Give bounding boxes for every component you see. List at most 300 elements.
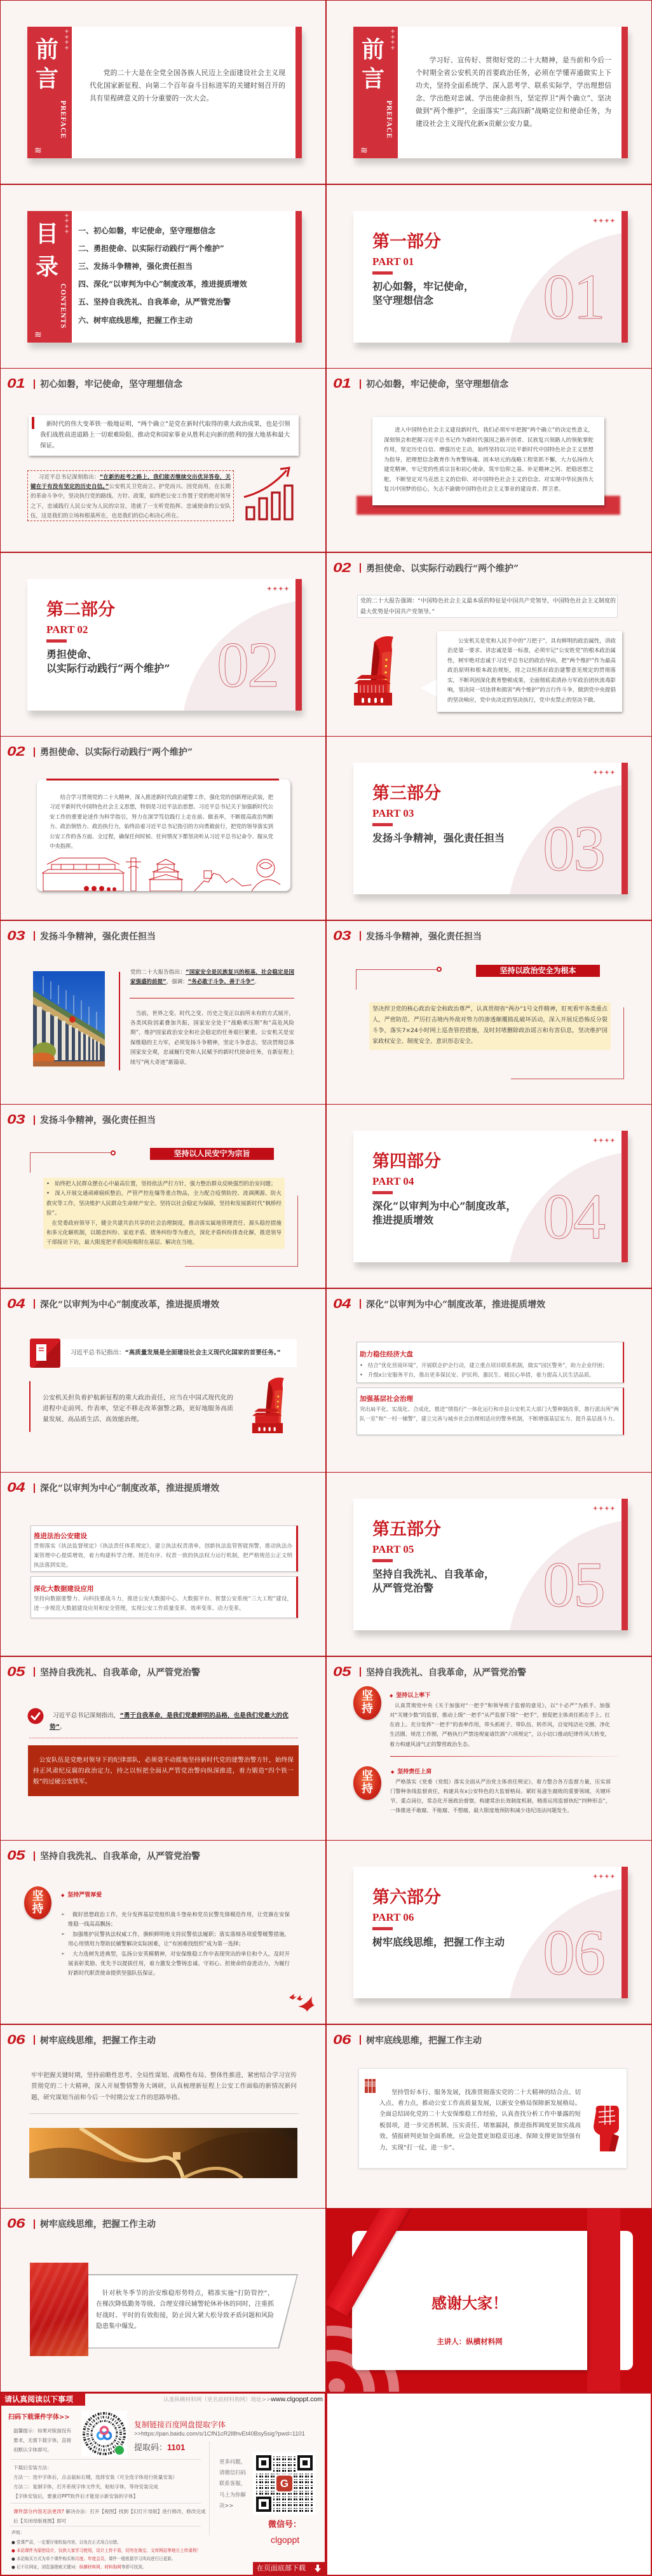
item-title: ◆ 坚持以上率下	[390, 1692, 430, 1700]
side-title-char: 录	[36, 253, 59, 280]
side-title-english: CONTENTS	[59, 283, 67, 329]
slide-header	[7, 1664, 200, 1680]
slide-04-a	[0, 1288, 326, 1473]
section-number: 06	[7, 2032, 25, 2047]
section-number: 02	[7, 744, 25, 759]
item-divider	[390, 1756, 619, 1757]
note-paragraph: 在党委政府领导下，健全共建共治共享的社会治理制度，推动落实属地管理责任、源头稳控措施和多元化解机制，以婚恋纠纷、家庭矛盾、债务纠纷等为重点，深化矛盾纠纷排查化解，推进领导干部接访下访，最大限度把矛盾风险吸附在基层、解决在当地。	[46, 1220, 282, 1246]
section-number: 06	[333, 2032, 351, 2047]
section-number: 04	[7, 1480, 25, 1495]
section-divider	[372, 1191, 393, 1194]
body-text: 牢牢把握关键时期，坚持前瞻性思考、全局性谋划、战略性布局、整体性推进，紧密结合学习宣传贯彻党的二十大精神，深入开展警情警务大调研，认真梳理新征程上公安工作面临的新情况新问题，研究谋划当前和今后一个时期公安工作的思路举措。	[31, 2071, 297, 2101]
info-card	[31, 1576, 298, 1618]
notice-list	[11, 2539, 201, 2572]
accent-bar	[621, 1867, 628, 1998]
slide-contents	[0, 184, 326, 369]
item-text: 认真贯彻党中央《关于加强对“一把手”和领导班子监督的意见》，以“十必严”为抓手，加强对“关键少数”的监督，推动上级“一把手”从严监督下级“一把手”，督促把主体责任抓在手上、扛在肩上。充分发挥“一把手”的表率作用，带头抓班子、带队伍、转作风，自觉纯洁社交圈、净化生活圈、规范工作圈，严格执行严禁违规宴请饮酒“六项规定”，以小切口推动纪律作风大转变，着力构建风清气正的警营政治生态。	[390, 1701, 610, 1747]
cross-ornament-icon	[593, 770, 616, 776]
slide-02-b	[0, 736, 326, 920]
side-title-char: 前	[362, 36, 385, 63]
extract-code	[134, 2442, 185, 2453]
thanks-title: 感谢大家！	[431, 2294, 508, 2312]
section-card	[353, 763, 628, 894]
section-part-label: PART 06	[372, 1911, 414, 1923]
font-tip: 温馨提示：如果对版面没有要求，无需下载字体，直接用默认字体即可。	[13, 2427, 72, 2453]
slide-header	[7, 2216, 156, 2232]
bullet-icon: ●	[11, 2565, 17, 2570]
arrow-bullet-list	[61, 1910, 290, 1979]
contents-item: 三、发扬斗争精神，强化责任担当	[78, 261, 193, 271]
badge-char: 持	[362, 1782, 373, 1796]
note-text: 坚决捍卫党的核心政治安全和政治尊严，认真贯彻省“两办”1号文件精神，盯死看牢各类重点人，严密防范、严厉打击境内外敌对势力的渗透颠覆捣乱破坏活动，深入开展反恐怖反分裂斗争，落实7×24小时网上巡查管控措施，及时封堵删除政治谣言和有害信息，坚决维护国家政权安全、制度安全、意识形态安全。	[372, 1005, 608, 1046]
card-title: 深化大数据建设应用	[34, 1585, 94, 1593]
corner-line	[356, 969, 438, 970]
quote-box	[27, 470, 234, 521]
badge-circle	[353, 1686, 381, 1720]
quote-suffix: 。	[254, 978, 260, 985]
quote-prefix: 党的二十大报告指出：	[130, 969, 186, 976]
quote-suffix: 公安机关卫党而立、护党而兴、因党而用，在长期的革命斗争中，坚决执行党的路线、方针、政策，始终把公安工作置于党的绝对领导之下，忠诚践行人民公安为人民的宗旨，造就了一支听党指挥、忠诚使命的公安队伍，这是我们的立场和根基所在，也是我们的信心和决心所在。	[31, 484, 231, 519]
contents-list	[78, 222, 247, 329]
slide-header	[7, 928, 156, 944]
quote-highlight: “勇于自我革命，是我们党最鲜明的品格，也是我们党最大的优势”	[50, 1712, 289, 1731]
contents-item: 四、深化“以审判为中心”制度改革，推进提质增效	[78, 280, 247, 289]
slide-title: 初心如磐，牢记使命，坚守理想信念	[40, 379, 182, 390]
divider	[10, 2503, 201, 2504]
body-text: 针对秋冬季节的治安维稳形势特点，精准实施“打防管控”，在梯次降低勤务等级、合理安排民辅警轮休补休的同时，注重抓好战时、平时的有效衔接，防止因大紧大松导致矛盾问题和风险隐患集中爆发。	[96, 2290, 274, 2330]
qr-finder	[256, 2497, 271, 2512]
slide-section-3	[326, 736, 652, 920]
slide-header	[333, 2032, 482, 2048]
text-box	[372, 417, 604, 505]
contents-item: 五、坚持自我洗礼、自我革命，从严管党治警	[78, 297, 231, 307]
corner-line	[297, 1196, 298, 1266]
card-bullet: • 升级x公安服务平台，推出更多保民安、护民利、惠民生、暖民心举措，着力提高人民生活品质。	[360, 1370, 619, 1380]
card-edge	[620, 2231, 633, 2370]
info-card	[31, 1525, 298, 1572]
section-divider	[372, 271, 393, 275]
accent-bar	[621, 211, 628, 343]
quote-text	[71, 1347, 281, 1358]
slide-title: 树牢底线思维，把握工作主动	[40, 2219, 156, 2230]
subtitle-line: 勇担使命、	[46, 648, 98, 660]
quote-highlight: “高质量发展是全面建设社会主义现代化国家的首要任务。”	[125, 1349, 281, 1356]
font-download-label: 扫码下载课件字体>>	[8, 2413, 70, 2421]
slide-02-a	[326, 552, 652, 737]
section-part-label: PART 01	[372, 255, 414, 268]
badge-circle	[353, 1766, 381, 1800]
slide-header	[333, 928, 482, 944]
slide-title: 树牢底线思维，把握工作主动	[366, 2035, 482, 2046]
wave-icon	[34, 331, 42, 339]
flag-tiananmen-icon	[250, 1376, 295, 1433]
slide-header	[7, 1848, 200, 1864]
section-number: 01	[7, 376, 25, 391]
item-title: ◆ 坚持责任上肩	[391, 1768, 431, 1776]
card-bullet: • 结合“优化营商环境”，开展联企护企行动，建立重点项目联系机制，做实“园区警务”，助力企业纾困；	[360, 1361, 619, 1370]
subtitle-line: 从严管党治警	[372, 1582, 434, 1594]
accent-bar	[621, 1499, 628, 1630]
ring-dot-icon	[111, 1150, 116, 1155]
quote-text	[130, 968, 294, 988]
baidu-link[interactable]: >>https://pan.baidu.com/s/1CfN1cR2l8hvEt40Bsy5sig?pwd=1101	[134, 2430, 305, 2437]
qr-finder	[297, 2455, 313, 2470]
badge-char: 坚	[362, 1689, 373, 1703]
red-banner-image	[30, 2263, 88, 2356]
quote-prefix: 习近平总书记指出：	[71, 1349, 125, 1356]
site-url-link[interactable]: www.clgoppt.com	[271, 2395, 323, 2403]
section-big-number: 04	[543, 1181, 604, 1253]
dark-red-box	[28, 1745, 299, 1796]
code-value: 1101	[167, 2442, 186, 2452]
section-big-number: 03	[543, 813, 604, 885]
card-text: 贯彻落实《执法监督规定》《执法责任体系规定》，建立执法权责清单，创新执法监管智能预警，推动执法办案管理中心提质增效，着力构建科学合理、规范有序、权责一致的执法权力运行机制，把严格规范公正文明执法落到实处。	[34, 1543, 292, 1569]
section-card	[353, 1499, 628, 1630]
code-label: 提取码：	[134, 2443, 168, 2453]
slide-header	[7, 376, 182, 392]
accent-bar	[621, 1131, 628, 1262]
slide-01-b	[326, 368, 652, 552]
wave-icon	[34, 146, 42, 155]
speech-pointer	[421, 679, 438, 698]
info-card	[357, 1387, 624, 1435]
quote-text	[50, 1710, 289, 1733]
highlight-box	[29, 415, 299, 456]
edit-help	[13, 2507, 208, 2526]
install-title: 下载后安装方法：	[13, 2464, 52, 2470]
quote-highlight: “在新的赶考之路上，我们能否继续交出优异答卷，关键在于有没有坚定的历史自信。”	[31, 474, 231, 491]
bullet-icon: ●	[11, 2556, 17, 2562]
side-panel	[353, 27, 398, 158]
slide-04-b	[326, 1288, 652, 1473]
side-title-char: 言	[362, 65, 385, 92]
accent-bar	[621, 27, 628, 158]
subtitle-line: 深化“以审判为中心”制度改革，	[372, 1200, 517, 1212]
card-title: 助力稳住经济大盘	[360, 1350, 413, 1358]
section-number: 03	[333, 928, 351, 943]
slide-06-a	[0, 2024, 326, 2209]
section-subtitle	[372, 1935, 505, 1949]
section-card	[353, 1867, 628, 1998]
corner-line	[30, 1152, 31, 1173]
slide-title: 坚持自我洗礼、自我革命，从严管党治警	[40, 1667, 200, 1678]
raised-fist-icon	[589, 2103, 622, 2153]
download-button-label: 在页面底部下载	[257, 2563, 306, 2572]
vertical-divider	[119, 972, 120, 1070]
site-label: 认准纵横材料网（更名前材料狗网）地址>>	[163, 2396, 271, 2403]
slide-thanks	[326, 2208, 652, 2392]
cross-ornament-icon	[390, 29, 396, 51]
corner-line	[185, 1266, 298, 1267]
install-step: 方法一：选中字体后，点击鼠标右键，选择安装（可全选字体进行批量安装）	[13, 2474, 178, 2480]
blank-panel	[326, 2392, 652, 2576]
presenter-label: 主讲人：纵横材料网	[437, 2337, 503, 2346]
section-big-number: 06	[543, 1917, 604, 1989]
top-accent-line	[46, 779, 279, 780]
section-big-number: 05	[543, 1549, 604, 1621]
wave-icon	[360, 146, 368, 155]
great-hall-photo	[33, 971, 105, 1067]
note-bullet: • 始终把人民群众摆在心中最高位置，坚持依法严打方针，强力整治群众反映强烈的治安问题；	[46, 1180, 282, 1189]
accent-bar	[621, 763, 628, 894]
red-band	[587, 2209, 620, 2392]
section-number: 05	[333, 1664, 351, 1679]
badge-circle	[24, 1886, 51, 1919]
slide-01-a	[0, 368, 326, 552]
preface-text: 学习好、宣传好、贯彻好党的二十大精神，是当前和今后一个时期全省公安机关的首要政治任务，必须在学懂弄通做实上下功夫，坚持全面系统学、深入思考学、联系实际学，学出理想信念、学出绝对忠诚、学出使命担当，坚定捍卫“两个确立”、坚决做到“两个维护”，全面落实“三高四新”战略定位和使命任务，为建设社会主义现代化新x贡献公安力量。	[416, 56, 611, 128]
ring-dot-icon	[437, 967, 442, 972]
quote-paragraph	[31, 473, 231, 521]
accent-mark	[32, 417, 34, 429]
section-big-number: 01	[543, 261, 604, 333]
body-text: 进入中国特色社会主义建设新时代，我们必须牢牢把握“两个确立”的决定性意义，深刻领会和把握习近平总书记作为新时代强国之路开创者、民族复兴领路人的领航掌舵作用，坚定历史自信、增强历史主动，始终坚持以习近平新时代中国特色社会主义思想为指导，把理想信念教育作为育警铸魂、固本培元的战略工程常抓不懈，大力弘扬伟大建党精神，牢记党的性质宗旨和初心使命，筑牢信仰之基、补足精神之钙、把稳思想之舵，不断坚定对马克思主义的信仰、对中国特色社会主义的信念、对实现中华民族伟大复兴中国梦的信心，矢志不渝做中国特色社会主义事业的建设者、捍卫者。	[384, 427, 594, 493]
section-title: 第六部分	[372, 1888, 441, 1907]
section-subtitle	[372, 1199, 516, 1227]
site-line	[163, 2395, 323, 2404]
baidu-miniprogram-code	[81, 2411, 127, 2457]
quote-prefix: 习近平总书记深刻指出：	[38, 474, 100, 480]
section-subtitle	[372, 280, 474, 308]
section-number: 04	[7, 1296, 25, 1311]
card-text: 坚持向数据要警力、向科技要战斗力，推进公安大数据中心、大数据平台、智慧公安系统“三大工程”建设，进一步规范大数据建设应用和安全管理，实现公安工作质量变革、效率变革、动力变革。	[34, 1596, 292, 1612]
cross-ornament-icon	[267, 586, 290, 592]
subtitle-line: 坚守理想信念	[372, 294, 434, 306]
side-title-char: 前	[36, 36, 59, 63]
section-divider	[372, 1559, 393, 1562]
card-title: 加强基层社会治理	[360, 1394, 413, 1403]
banner-title: 坚持以政治安全为根本	[476, 965, 600, 977]
document-icon	[30, 1339, 60, 1368]
great-wall-photo	[29, 2128, 297, 2178]
slide-title: 深化“以审判为中心”制度改革，推进提质增效	[40, 1299, 220, 1310]
slide-title: 发扬斗争精神，强化责任担当	[40, 1115, 156, 1126]
accent-bar	[295, 579, 302, 711]
flag-tiananmen-icon	[353, 634, 406, 705]
wechat-qr-code	[253, 2452, 316, 2515]
baidu-title: 复制链接百度网盘提取字体	[134, 2420, 226, 2429]
preface-card	[353, 27, 628, 158]
books-icon	[365, 2078, 376, 2093]
section-divider	[46, 639, 67, 643]
corner-line	[623, 1007, 624, 1079]
side-title-english: PREFACE	[59, 100, 67, 139]
slide-header	[7, 744, 193, 760]
section-part-label: PART 03	[372, 807, 414, 819]
slide-section-6	[326, 1840, 652, 2024]
slide-header	[7, 2032, 156, 2048]
body-text: 结合学习贯彻党的二十大精神，深入推进新时代政治建警工作，强化党的创新理论武装，把习近平新时代中国特色社会主义思想，特别是习近平法治思想、习近平总书记关于加强新时代公安工作的重要论述作为科学指引，努力在深学笃信践行上走在前、做表率，不断提高政治判断力、政治领悟力、政治执行力，始终沿着习近平总书记指引的方向勇毅前行，把党的领导落实到公安工作的各方面、全过程，确保任何时候、任何情况下都坚决听从习近平总书记命令、服从党中央指挥。	[50, 794, 273, 850]
slide-06-c	[0, 2208, 326, 2392]
subtitle-line: 发扬斗争精神，强化责任担当	[372, 832, 505, 844]
section-card	[353, 211, 628, 343]
divider	[10, 2459, 201, 2460]
slide-title: 树牢底线思维，把握工作主动	[40, 2035, 156, 2046]
slide-title: 深化“以审判为中心”制度改革，推进提质增效	[40, 1483, 220, 1494]
preface-text: 党的二十大是在全党全国各族人民迈上全面建设社会主义现代化国家新征程、向第二个百年奋斗目标进军的关键时刻召开的具有里程碑意义的十分重要的一次大会。	[90, 69, 285, 102]
note-box	[43, 1178, 285, 1249]
section-number: 01	[333, 376, 351, 391]
install-step: 方法二：复制字体，打开系统字体文件夹，粘贴字体，等待安装完成	[13, 2484, 158, 2490]
item-text: 严格落实《党委（党组）落实全面从严治党主体责任规定》，着力整合各方监督力量，压实部门警种条线监督责任，构建具有x公安特色的大监督格局。紧盯易滋生腐败的重要领域、关键环节、重点岗位，常态化开展政治督察，构建常治长效制度机制，精准运用监督执纪“四种形态”，一体推进不敢腐、不能腐、不想腐，最大限度地预防和减少违纪违法问题发生。	[390, 1778, 611, 1814]
section-divider	[372, 823, 393, 826]
slide-03-a	[0, 920, 326, 1105]
slide-title: 坚持自我洗礼、自我革命，从严管党治警	[366, 1667, 526, 1678]
body-text: 坚持管好本行、服务发展，找准贯彻落实党的二十大精神的结合点、切入点、着力点，推动公安工作高质量发展，以新安全格局保障新发展格局。全面总结固化党的二十大安保维稳工作经验，认真查找分析工作中暴露的短板弱项，进一步完善机制、压实责任、堵塞漏洞，推进指挥调度更加实战高效、情报研判更加全面系统、应急处置更加稳妥迅速、保障支撑更加坚强有力，实现“打一仗、进一步”。	[379, 2089, 581, 2151]
section-subtitle	[46, 648, 170, 676]
notice-tab: 请认真阅读以下事项	[1, 2394, 85, 2406]
download-button[interactable]	[253, 2562, 325, 2575]
section-title: 第一部分	[372, 231, 441, 252]
subtitle-line: 初心如磐，牢记使命，	[372, 280, 475, 292]
slide-header	[333, 560, 519, 576]
list-item: ➢ 加强维护民警执法权威工作，旗帜鲜明地支持民警依法履职；落实落细各项爱警暖警措施，用心用情用力帮助民辅警解决实际困难，让“有困难找组织”成为第一选择；	[61, 1930, 290, 1949]
bullet-icon: ●	[11, 2539, 17, 2545]
section-number: 05	[7, 1664, 25, 1679]
info-card	[357, 1342, 624, 1383]
notice-item: ● 本站购买方式为单个课件购买和月度、年度会员，课件一般根据学习风向进行日更新。	[11, 2556, 176, 2562]
section-title: 第三部分	[372, 784, 441, 803]
slide-header	[333, 1664, 526, 1680]
section-part-label: PART 05	[372, 1543, 414, 1555]
contents-card	[27, 211, 302, 343]
section-big-number: 02	[217, 629, 278, 701]
preface-card	[27, 27, 302, 158]
subtitle-line: 推进提质增效	[372, 1214, 434, 1226]
cross-ornament-icon	[593, 1506, 616, 1512]
wechat-label: 微信号：	[268, 2519, 302, 2530]
highlight-text: 新时代的伟大变革铁一般地证明，“两个确立”是党在新时代取得的重大政治成果，也是引领我们战胜前进道路上一切艰难险阻、推动党和国家事业从胜利走向新的胜利的强大地基和最大保证。	[40, 421, 290, 449]
note-box	[369, 1002, 611, 1050]
wechat-id: clgoppt	[271, 2534, 300, 2545]
notice-item: ● 本站课件为原创设计，仅供大家学习使用，设计上传不易，切勿在淘宝、文库网站等地方上传谋利！	[11, 2547, 201, 2553]
gray-divider	[29, 2113, 298, 2114]
side-panel	[27, 211, 72, 343]
section-number: 04	[333, 1296, 351, 1311]
slide-03-c	[0, 1104, 326, 1288]
quote-box	[357, 595, 618, 618]
slide-section-5	[326, 1472, 652, 1656]
box-text: 公安队伍是党绝对领导下的纪律部队，必须毫不动摇地坚持新时代党的建警治警方针，始终保持正风肃纪反腐的政治定力，持之以恒把全面从严管党治警向纵深推进，着力锻造“四个铁一般”的过硬公安铁军。	[33, 1756, 294, 1785]
bullet-icon: ●	[11, 2547, 17, 2553]
quote-highlight: “国家安全是民族复兴的根基，社会稳定是国家强盛的前提”	[130, 969, 294, 985]
list-item: ➢ 做好思想政治工作，充分发挥基层党组织战斗堡垒和党员民警先锋模范作用，让党旗在安保维稳一线高高飘扬；	[61, 1910, 290, 1930]
check-circle-icon	[27, 1708, 44, 1724]
vertical-divider	[209, 2441, 210, 2535]
notice-item: ● 记不住网址，浏览器搜索关键词：纵横材料网、材料狗网等即可找到。	[11, 2565, 147, 2570]
side-panel	[27, 27, 72, 158]
contact-text: 更多问题，请微信扫码联系客服，马上为你解决>>	[219, 2458, 246, 2509]
cross-ornament-icon	[593, 1138, 616, 1144]
slide-preface-1	[0, 0, 326, 184]
install-step: 【字体安装后，要重启PPT软件后才能显示新安装的字体】	[13, 2493, 139, 2500]
landmarks-illustration-icon	[42, 854, 283, 891]
cross-ornament-icon	[593, 1874, 616, 1880]
subtitle-line: 树牢底线思维，把握工作主动	[372, 1936, 505, 1948]
quote-middle: ，强调：	[166, 978, 188, 985]
contents-item: 六、树牢底线思维，把握工作主动	[78, 315, 193, 325]
slide-05-b	[326, 1656, 652, 1841]
side-title-char: 目	[36, 220, 59, 247]
section-title: 第二部分	[46, 599, 115, 620]
slide-05-c	[0, 1840, 326, 2024]
cross-ornament-icon	[593, 218, 616, 224]
badge-char: 持	[362, 1701, 373, 1715]
thanks-card	[352, 2231, 587, 2370]
subtitle-line: 以实际行动践行“两个维护”	[46, 662, 170, 674]
edit-question: 课件部分内容无法更改?	[13, 2508, 64, 2514]
section-subtitle	[372, 831, 505, 845]
section-number: 03	[7, 1112, 25, 1127]
section-subtitle	[372, 1567, 494, 1595]
list-item: ➢ 大力选树先进典型，弘扬公安英模精神，对安保维稳工作中表现突出的单位和个人，及时开展表彰奖励、优先予以提拔任用，着力激发全警铸忠诚、守初心、担使命的奋进动力，为履行好新时代职责使命提供坚强队伍保证。	[61, 1949, 290, 1979]
card-bullets	[360, 1361, 619, 1380]
slide-title: 发扬斗争精神，强化责任担当	[40, 931, 156, 942]
section-part-label: PART 04	[372, 1175, 414, 1187]
download-notice-panel	[0, 2392, 326, 2576]
speech-box	[437, 631, 622, 712]
corner-line	[30, 1152, 112, 1153]
qr-logo-icon: G	[276, 2476, 292, 2491]
slide-04-c	[0, 1472, 326, 1656]
side-title-english: PREFACE	[385, 100, 393, 139]
slide-03-b	[326, 920, 652, 1105]
section-number: 03	[7, 928, 25, 943]
quote-suffix: 。	[59, 1723, 66, 1731]
body-text: 公安机关担负着护航新征程的重大政治责任，应当在中国式现代化的进程中走前列、作表率，坚定不移走改革强警之路，更好地服务高质量发展、高品质生活、高效能治理。	[43, 1394, 233, 1423]
slide-section-4	[326, 1104, 652, 1288]
slide-header	[333, 1296, 545, 1312]
badge-char: 坚	[32, 1890, 44, 1903]
quote-text: 党的二十大报告强调：“中国特色社会主义最本质的特征是中国共产党领导，中国特色社会主义制度的最大优势是中国共产党领导。”	[360, 597, 616, 615]
section-number: 05	[7, 1848, 25, 1863]
contents-item: 一、初心如磐，牢记使命，坚守理想信念	[78, 226, 216, 235]
slide-section-2	[0, 552, 326, 737]
section-number: 06	[7, 2216, 25, 2231]
note-bullet: • 深入开展交通顽瘴痼疾整治，严管严控危爆等重点物品，全力配合疫情防控、流调溯源、防火救灾等工作，坚决维护人民群众生命财产安全。坚持以社会稳定为保障，坚持和发展新时代“枫桥经验”。	[46, 1189, 282, 1218]
notice-item: ● 党课严肃，一定要仔细校验内容，以免在正式场合出错。	[11, 2539, 121, 2545]
corner-line	[356, 969, 357, 990]
body-text: 当前，世界之变、时代之变、历史之变正以前所未有的方式展开，各类风险因素叠加共振，国家安全处于“战略承压期”和“高危风险期”，维护国家政治安全和社会稳定的任务艰巨繁重。公安机关是安保维稳的主力军，必须发扬斗争精神，坚定斗争意志，坚决贯彻总体国家安全观，忠诚履行党和人民赋予的新时代使命任务，在新征程上续写“两大奇迹”新篇章。	[130, 1010, 294, 1066]
slide-title: 发扬斗争精神，强化责任担当	[366, 931, 482, 942]
card-title: 推进法治公安建设	[34, 1532, 87, 1540]
subtitle-line: 坚持自我洗礼、自我革命，	[372, 1568, 495, 1580]
edit-answer: 解决办法：打开【视图】找到【幻灯片母版】进行修改，修改完成后【关闭母版视图】即可	[13, 2508, 206, 2524]
section-number: 02	[333, 560, 351, 575]
growth-chart-icon	[242, 465, 296, 521]
cross-ornament-icon	[64, 214, 70, 235]
notice-title: 声明：	[11, 2530, 25, 2535]
badge-char: 持	[32, 1902, 44, 1916]
section-divider	[372, 1927, 393, 1930]
slide-title: 坚持自我洗礼、自我革命，从严管党治警	[40, 1851, 200, 1862]
section-part-label: PART 02	[46, 623, 88, 636]
section-title: 第五部分	[372, 1520, 441, 1539]
quote-prefix: 习近平总书记深刻指出，	[53, 1712, 120, 1719]
slide-title: 初心如磐，牢记使命，坚守理想信念	[366, 379, 508, 390]
slide-header	[7, 1296, 219, 1312]
accent-bar	[295, 211, 302, 343]
vertical-accent-line	[29, 1381, 31, 1432]
arrow-down-icon	[315, 2565, 321, 2572]
slide-06-b	[326, 2024, 652, 2209]
slide-05-a	[0, 1656, 326, 1841]
flying-birds-icon	[288, 1993, 316, 2012]
card-text: 突出扁平化、实战化、合成化，推进“情指行”一体化运行和市县公安机关大部门大警种制改革，推行派出所“两队一室”和“一村一辅警”，建立完善与城乡社会治理相适应的警务机制，不断增强基层实力、提升基层战斗力。	[360, 1405, 619, 1422]
slide-header	[7, 1112, 156, 1128]
cross-ornament-icon	[64, 29, 70, 51]
banner-title: 坚持以人民安宁为宗旨	[150, 1148, 274, 1160]
section-title: 第四部分	[372, 1152, 441, 1171]
